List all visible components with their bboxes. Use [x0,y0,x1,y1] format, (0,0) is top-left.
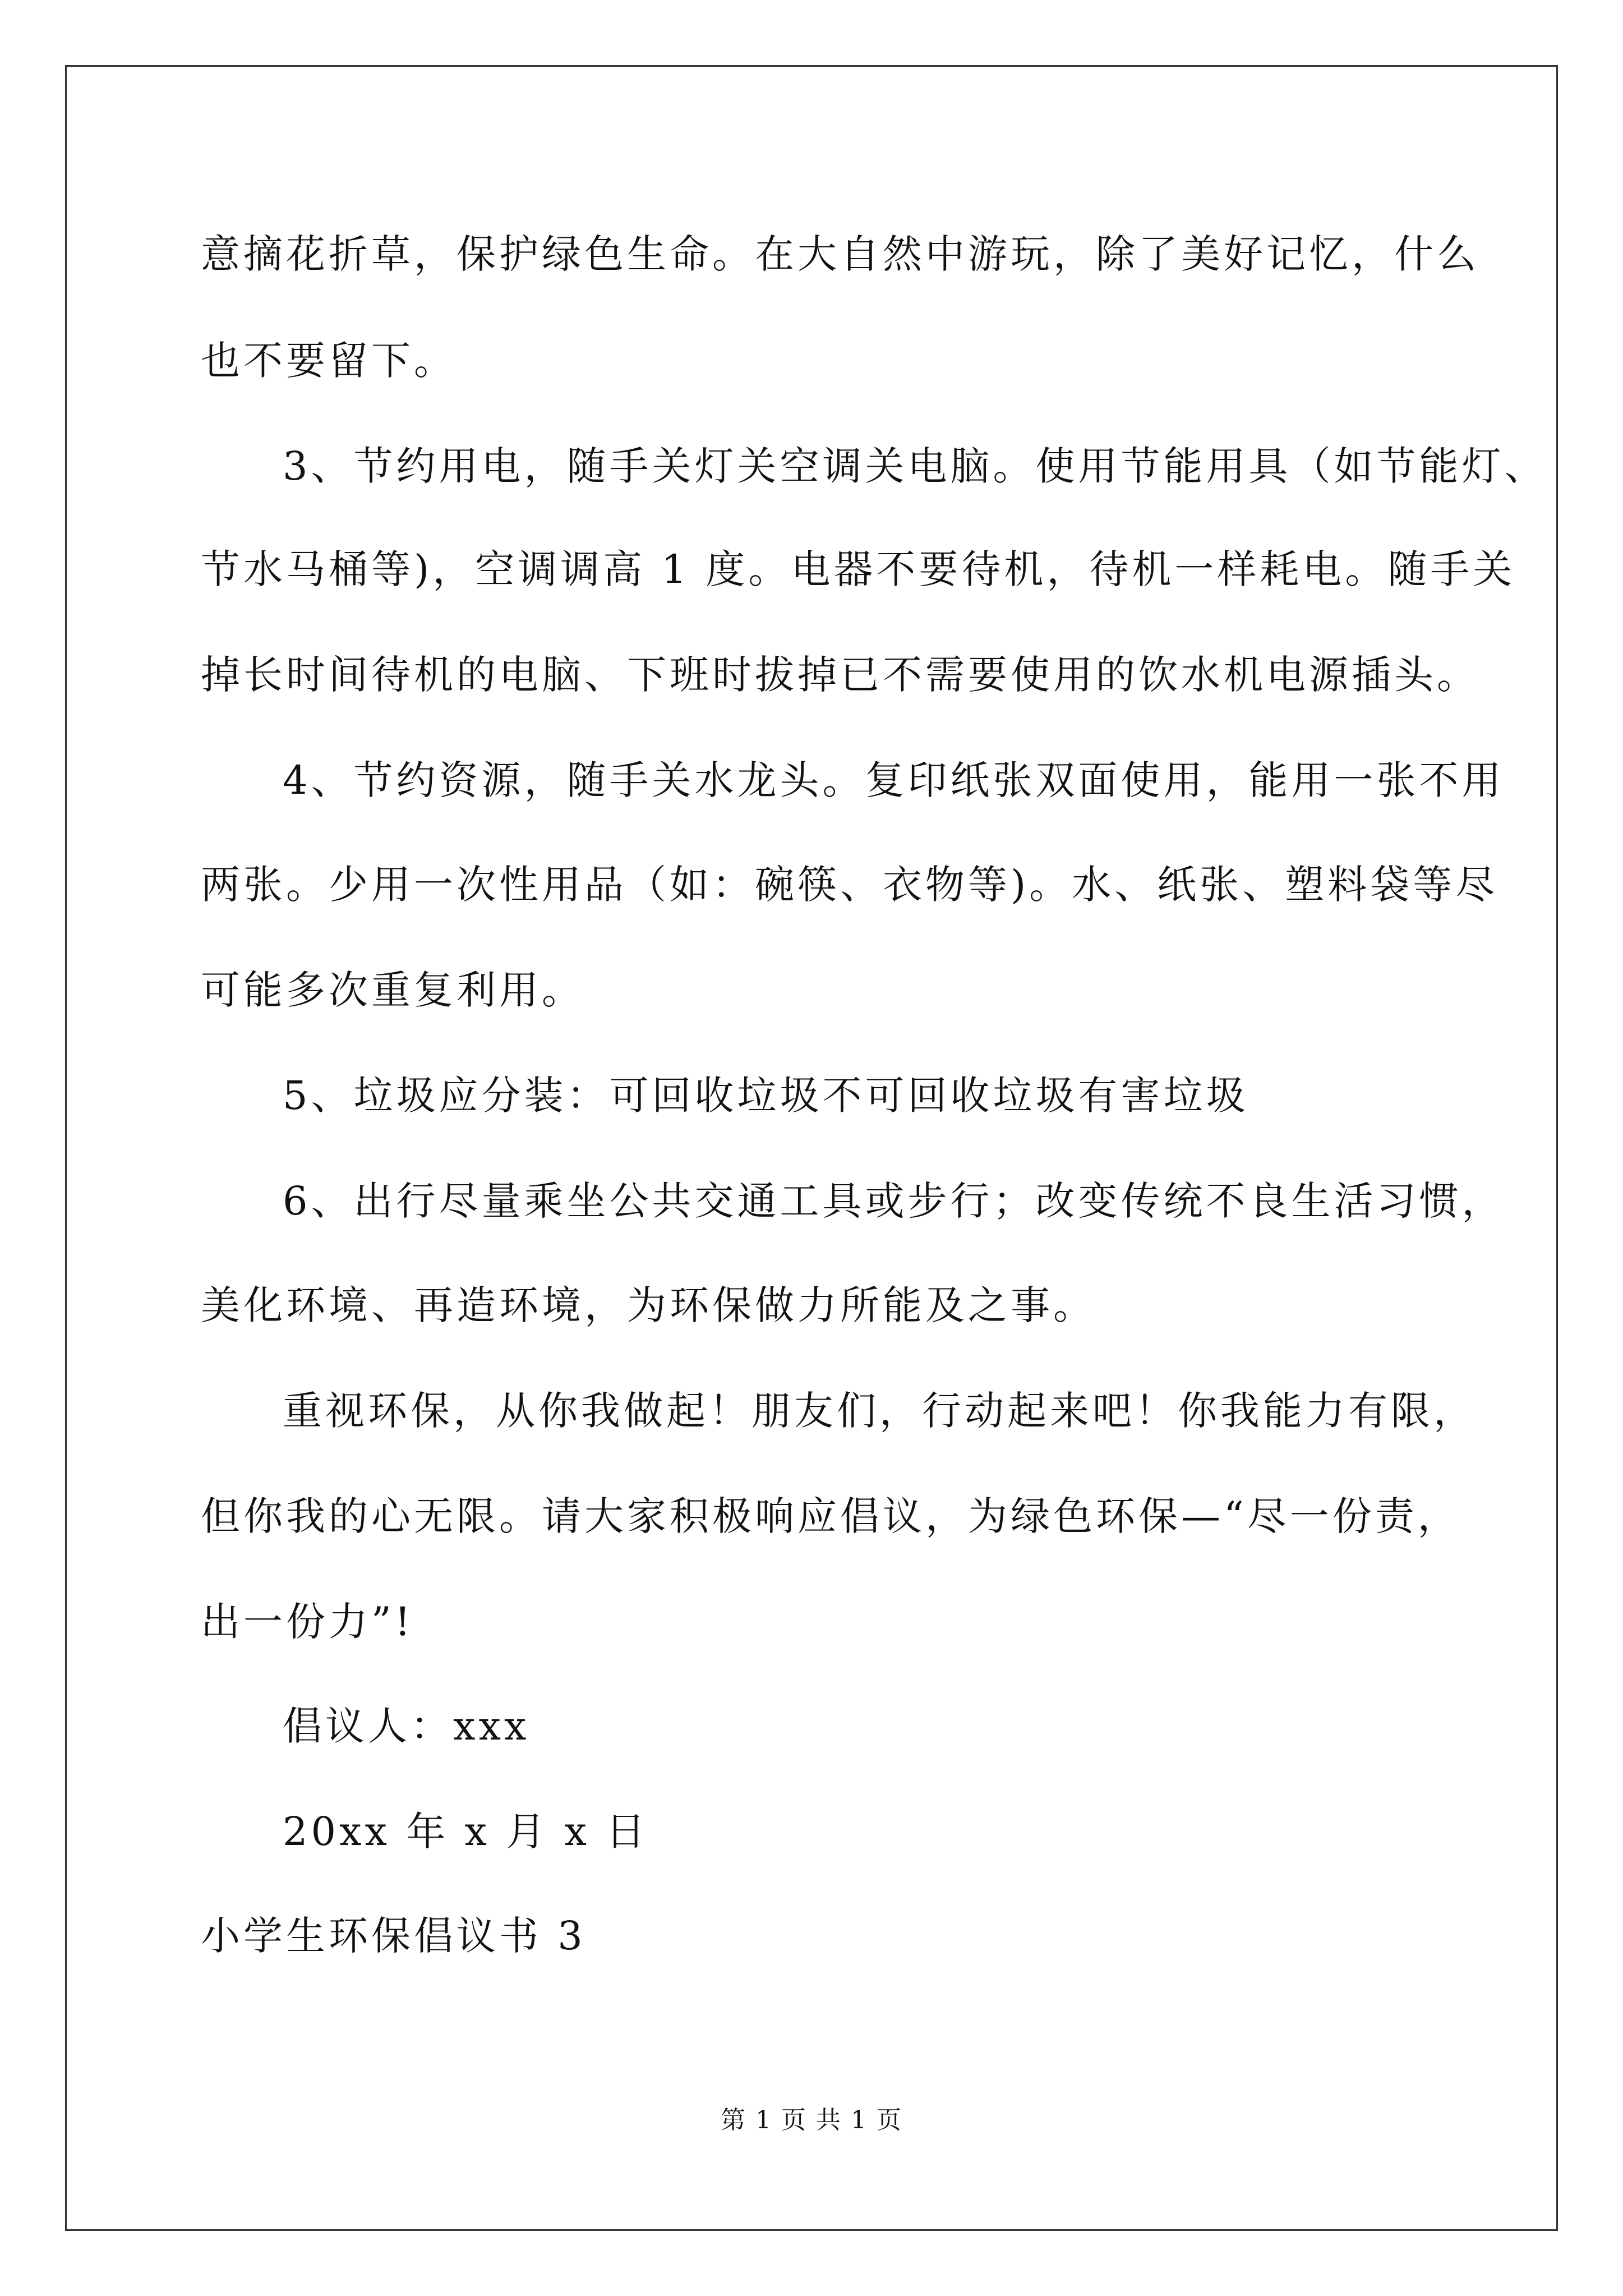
body-line: 掉长时间待机的电脑、下班时拔掉已不需要使用的饮水机电源插头。 [201,652,1479,698]
body-line: 也不要留下。 [201,338,457,384]
section-title: 小学生环保倡议书 3 [201,1913,586,1959]
date-line: 20xx 年 x 月 x 日 [283,1809,649,1855]
body-line: 可能多次重复利用。 [201,967,584,1013]
body-line: 出一份力”! [201,1599,414,1645]
body-line: 节水马桶等)，空调调高 1 度。电器不要待机，待机一样耗电。随手关 [201,546,1516,592]
body-line: 意摘花折草，保护绿色生命。在大自然中游玩，除了美好记忆，什么 [201,231,1479,277]
paragraph-3-start: 3、节约用电，随手关灯关空调关电脑。使用节能用具（如节能灯、 [283,443,1547,489]
paragraph-5: 5、垃圾应分装：可回收垃圾不可回收垃圾有害垃圾 [283,1073,1249,1119]
page-border [65,65,1558,2231]
page-footer: 第 1 页 共 1 页 [721,2106,902,2134]
paragraph-6-start: 6、出行尽量乘坐公共交通工具或步行；改变传统不良生活习惯， [283,1178,1505,1224]
signatory: 倡议人：xxx [283,1703,530,1749]
body-line: 两张。少用一次性用品（如：碗筷、衣物等)。水、纸张、塑料袋等尽 [201,862,1498,908]
closing-paragraph-start: 重视环保，从你我做起！朋友们，行动起来吧！你我能力有限， [283,1388,1476,1434]
body-line: 但你我的心无限。请大家积极响应倡议，为绿色环保—“尽一份责， [201,1493,1460,1539]
paragraph-4-start: 4、节约资源，随手关水龙头。复印纸张双面使用，能用一张不用 [283,757,1505,803]
body-line: 美化环境、再造环境，为环保做力所能及之事。 [201,1282,1096,1328]
